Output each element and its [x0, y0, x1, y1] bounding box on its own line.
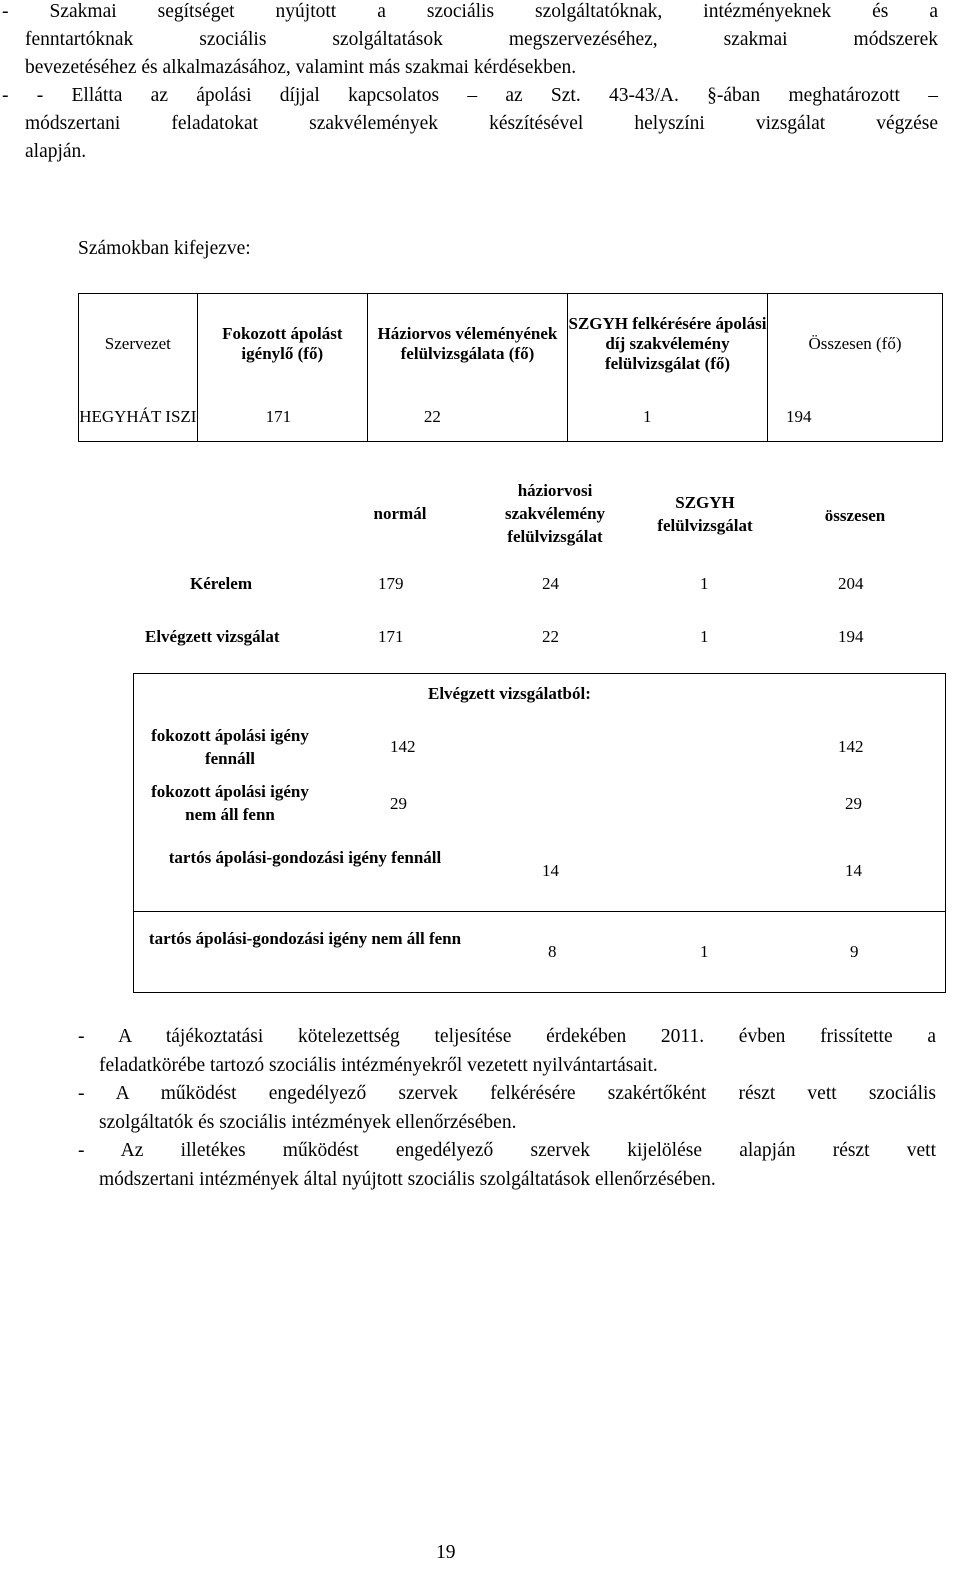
intro-line: bevezetéséhez és alkalmazásához, valamint más szakmai kérdésekben. — [25, 57, 577, 78]
row-label: fokozott ápolási igény nem áll fenn — [151, 782, 309, 824]
header-cell: SZGYH felkérésére ápolási díj szakvélemény felülvizsgálat (fő) — [567, 294, 767, 394]
header-cell: Fokozott ápolást igénylő (fő) — [197, 294, 367, 394]
table-cell: 9 — [850, 942, 859, 961]
row-label: tartós ápolási-gondozási igény nem áll fenn — [148, 929, 462, 948]
row-label: fokozott ápolási igény fennáll — [151, 726, 309, 768]
col-header: háziorvosi szakvélemény felülvizsgálat — [504, 481, 606, 546]
intro-line: - - Ellátta az ápolási díjjal kapcsolatos – az Szt. 43-43/A. §-ában meghatározott – — [2, 85, 938, 106]
bullet-line: szolgáltatók és szociális intézmények ellenőrzésében. — [99, 1111, 517, 1133]
col-header: normál — [373, 504, 427, 523]
header-cell: Háziorvos véleményének felülvizsgálata (fő) — [367, 294, 567, 394]
table-cell: 14 — [542, 861, 559, 880]
caption: Számokban kifejezve: — [78, 238, 251, 259]
header-cell: Szervezet — [104, 333, 171, 353]
table-cell: 1 — [700, 574, 709, 593]
table-cell: 194 — [768, 394, 943, 442]
table-cell: 1 — [700, 627, 709, 646]
intro-line: módszertani feladatokat szakvélemények készítésével helyszíni vizsgálat végzése — [25, 113, 938, 134]
bullet-line: módszertani intézmények által nyújtott szociális szolgáltatások ellenőrzésében. — [99, 1168, 716, 1190]
row-label: tartós ápolási-gondozási igény fennáll — [168, 848, 442, 867]
intro-line: alapján. — [25, 141, 87, 162]
divider — [133, 911, 946, 912]
col-header: SZGYH felülvizsgálat — [657, 493, 753, 535]
table-cell: 14 — [845, 861, 862, 880]
col-header: összesen — [824, 506, 886, 525]
page-number: 19 — [436, 1542, 456, 1563]
intro-paragraph — [2, 0, 938, 166]
table-cell: 171 — [378, 627, 404, 646]
table-cell: 1 — [700, 942, 709, 961]
table-cell: 29 — [845, 794, 862, 813]
intro-line: fenntartóknak szociális szolgáltatások megszervezéséhez, szakmai módszerek — [25, 29, 938, 50]
table-cell: 8 — [548, 942, 557, 961]
table-cell: 29 — [390, 794, 407, 813]
table-cell: 22 — [542, 627, 559, 646]
bullet-line: - Az illetékes működést engedélyező szervek kijelölése alapján részt vett — [78, 1140, 936, 1161]
row-label: Kérelem — [190, 574, 252, 593]
bullet-list — [78, 1023, 936, 1194]
table-cell: 142 — [390, 737, 416, 756]
row-label: HEGYHÁT ISZI — [79, 407, 197, 427]
summary-table — [78, 293, 943, 442]
table-cell: 22 — [367, 394, 567, 442]
bullet-line: - A működést engedélyező szervek felkérésére szakértőként részt vett szociális — [78, 1083, 936, 1104]
bullet-line: - A tájékoztatási kötelezettség teljesítése érdekében 2011. évben frissítette a — [78, 1026, 936, 1047]
intro-line: - Szakmai segítséget nyújtott a szociális szolgáltatóknak, intézményeknek és a — [2, 1, 938, 22]
table-cell: 171 — [197, 394, 367, 442]
subheading: Elvégzett vizsgálatból: — [428, 684, 591, 703]
header-cell: Összesen (fő) — [768, 294, 943, 394]
table-cell: 194 — [838, 627, 864, 646]
table-cell: 204 — [838, 574, 864, 593]
table-cell: 24 — [542, 574, 559, 593]
bullet-line: feladatkörébe tartozó szociális intézményekről vezetett nyilvántartásait. — [99, 1054, 658, 1076]
row-label: Elvégzett vizsgálat — [145, 627, 280, 646]
table-cell: 1 — [567, 394, 767, 442]
table-cell: 142 — [838, 737, 864, 756]
table-cell: 179 — [378, 574, 404, 593]
